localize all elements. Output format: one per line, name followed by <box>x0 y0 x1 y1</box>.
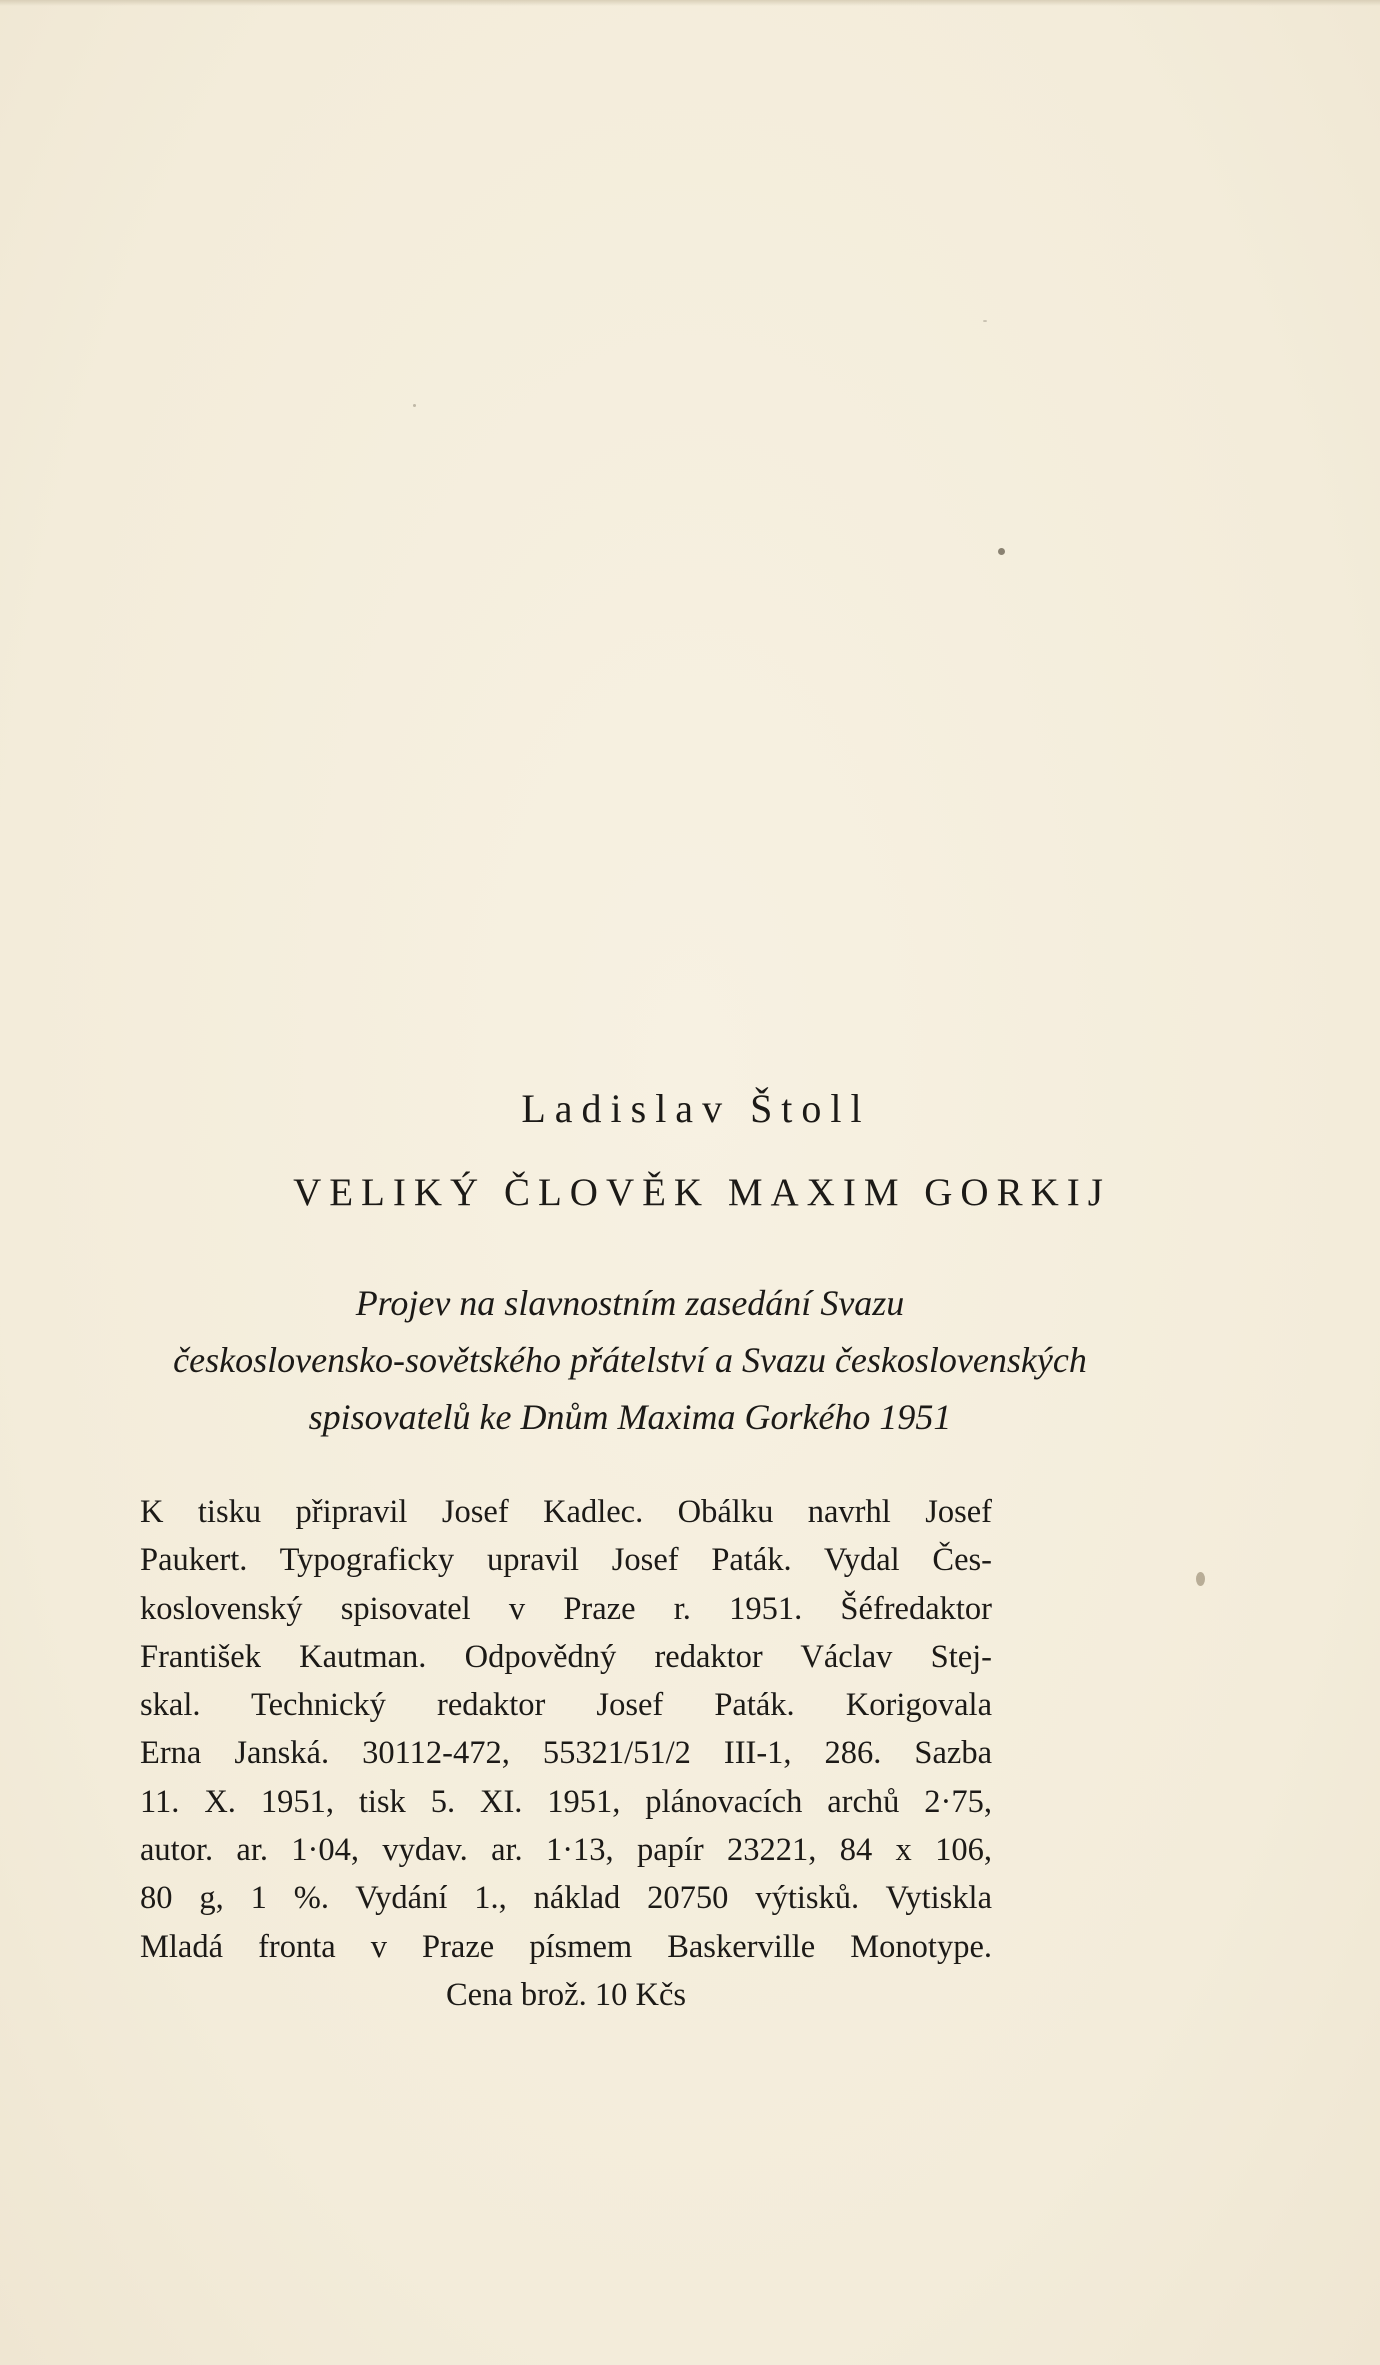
paper-speck <box>998 548 1005 555</box>
author-name: Ladislav Štoll <box>521 1086 871 1131</box>
page-top-edge <box>0 0 1380 6</box>
subtitle-line: spisovatelů ke Dnům Maxima Gorkého 1951 <box>308 1397 952 1437</box>
subtitle-line: Projev na slavnostním zasedání Svazu <box>355 1283 905 1323</box>
colophon-line: K tisku připravil Josef Kadlec. Obálku navrhl Josef <box>140 1494 992 1530</box>
colophon-line: autor. ar. 1·04, vydav. ar. 1·13, papír 23221, 84 x 106, <box>140 1832 992 1869</box>
colophon-line: Erna Janská. 30112-472, 55321/51/2 III-1, 286. Sazba <box>140 1735 992 1772</box>
colophon-line: skal. Technický redaktor Josef Paták. Korigovala <box>140 1687 992 1724</box>
colophon-line: koslovenský spisovatel v Praze r. 1951. Šéfredaktor <box>140 1590 992 1627</box>
book-subtitle <box>80 1275 1180 1446</box>
colophon-line: 80 g, 1 %. Vydání 1., náklad 20750 výtisků. Vytiskla <box>140 1880 992 1917</box>
paper-speck <box>413 404 416 407</box>
colophon-line: Paukert. Typograficky upravil Josef Paták. Vydal Čes- <box>140 1542 992 1579</box>
paper-speck <box>1196 1572 1205 1586</box>
price-line: Cena brož. 10 Kčs <box>445 1976 687 2013</box>
colophon-line: František Kautman. Odpovědný redaktor Václav Stej- <box>140 1638 992 1675</box>
subtitle-line: československo-sovětského přátelství a Svazu československých <box>173 1340 1087 1380</box>
colophon-line: Mladá fronta v Praze písmem Baskerville Monotype. <box>140 1928 992 1965</box>
book-title: VELIKÝ ČLOVĚK MAXIM GORKIJ <box>293 1171 1111 1214</box>
paper-speck <box>983 320 987 322</box>
colophon <box>140 1488 992 2019</box>
colophon-line: 11. X. 1951, tisk 5. XI. 1951, plánovacích archů 2·75, <box>140 1783 992 1820</box>
